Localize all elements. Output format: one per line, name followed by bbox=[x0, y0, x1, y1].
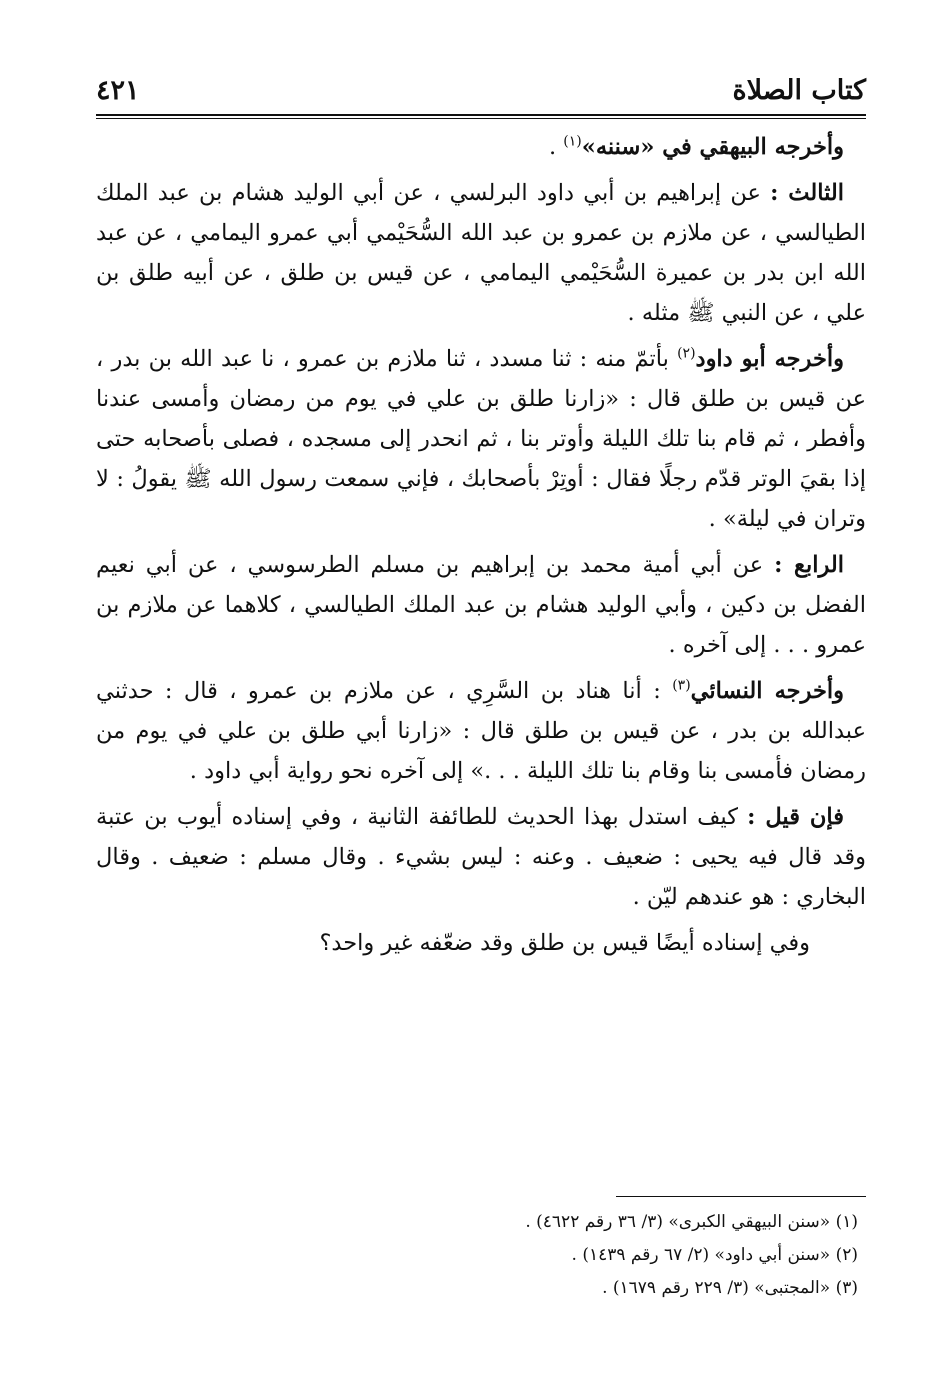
running-title: كتاب الصلاة bbox=[732, 75, 866, 106]
footnote-1: (١) «سنن البيهقي الكبرى» (٣/ ٣٦ رقم ٤٦٢٢) . bbox=[525, 1212, 858, 1232]
paragraph-bayhaqi bbox=[96, 127, 866, 167]
paragraph-lead: فإن قيل : bbox=[747, 804, 844, 830]
footnotes bbox=[96, 1206, 858, 1305]
paragraph-third-chain bbox=[96, 173, 866, 333]
paragraph-text: وفي إسناده أيضًا قيس بن طلق وقد ضعّفه غير واحد؟ bbox=[319, 930, 810, 956]
paragraph-lead: وأخرجه أبو داود bbox=[695, 346, 844, 372]
paragraph-text: عن أبي أمية محمد بن إبراهيم بن مسلم الطرسوسي ، عن أبي نعيم الفضل بن دكين ، وأبي الوليد هشام بن عبد الملك الطيالسي ، كلاهما عن ملازم بن عمرو . . . إلى آخره . bbox=[96, 552, 866, 658]
paragraph-text: عن إبراهيم بن أبي داود البرلسي ، عن أبي الوليد هشام بن عبد الملك الطيالسي ، عن ملازم بن عمرو بن عبد الله السُّحَيْمي أبي عمرو اليمامي ، عن عبد الله ابن بدر بن عميرة السُّحَيْمي اليمامي ، عن قيس بن طلق ، عن أبيه طلق بن علي ، عن النبي ﷺ مثله . bbox=[96, 180, 866, 326]
paragraph-lead: الثالث : bbox=[770, 180, 844, 206]
footnote-marker: (١) bbox=[563, 133, 582, 150]
paragraph-abu-dawud bbox=[96, 339, 866, 539]
paragraph-lead: الرابع : bbox=[774, 552, 844, 578]
footnote-marker: (٢) bbox=[677, 345, 696, 362]
paragraph-lead: وأخرجه البيهقي في «سننه» bbox=[581, 134, 844, 160]
paragraph-text: : أنا هناد بن السَّرِي ، عن ملازم بن عمرو ، قال : حدثني عبدالله بن بدر ، عن قيس بن طلق قال : «زارنا أبي طلق بن علي في يوم من رمضان فأمسى بنا وقام بنا تلك الليلة . . .» إلى آخره نحو رواية أبي داود . bbox=[96, 678, 866, 784]
header-rule-thin bbox=[96, 118, 866, 119]
footnote-separator bbox=[616, 1196, 866, 1197]
paragraph-objection bbox=[96, 797, 866, 917]
paragraph-text: . bbox=[548, 134, 564, 160]
book-page bbox=[96, 60, 866, 1350]
body-text bbox=[96, 127, 866, 963]
paragraph-text: كيف استدل بهذا الحديث للطائفة الثانية ، وفي إسناده أيوب بن عتبة وقد قال فيه يحيى : ضعيف . وعنه : ليس بشيء . وقال مسلم : ضعيف . وقال البخاري : هو عندهم ليّن . bbox=[96, 804, 866, 910]
paragraph-fourth-chain bbox=[96, 545, 866, 665]
footnote-marker: (٣) bbox=[672, 677, 691, 694]
paragraph-lead: وأخرجه النسائي bbox=[690, 678, 844, 704]
footnote-2: (٢) «سنن أبي داود» (٢/ ٦٧ رقم ١٤٣٩) . bbox=[571, 1245, 858, 1265]
paragraph-objection-continued bbox=[96, 923, 866, 963]
paragraph-text: بأتمّ منه : ثنا مسدد ، ثنا ملازم بن عمرو ، نا عبد الله بن بدر ، عن قيس بن طلق قال : «زارنا طلق بن علي في يوم من رمضان وأمسى عندنا وأفطر ، ثم قام بنا تلك الليلة وأوتر بنا ، ثم انحدر إلى مسجده ، فصلى بأصحابه حتى إذا بقيَ الوتر قدّم رجلًا فقال : أوتِرْ بأصحابك ، فإني سمعت رسول الله ﷺ يقولُ : لا وتران في ليلة» . bbox=[96, 346, 866, 532]
paragraph-nasai bbox=[96, 671, 866, 791]
header-rule bbox=[96, 114, 866, 116]
page-number: ٤٢١ bbox=[96, 75, 140, 106]
page-header bbox=[96, 60, 866, 112]
footnote-3: (٣) «المجتبى» (٣/ ٢٢٩ رقم ١٦٧٩) . bbox=[602, 1278, 858, 1298]
